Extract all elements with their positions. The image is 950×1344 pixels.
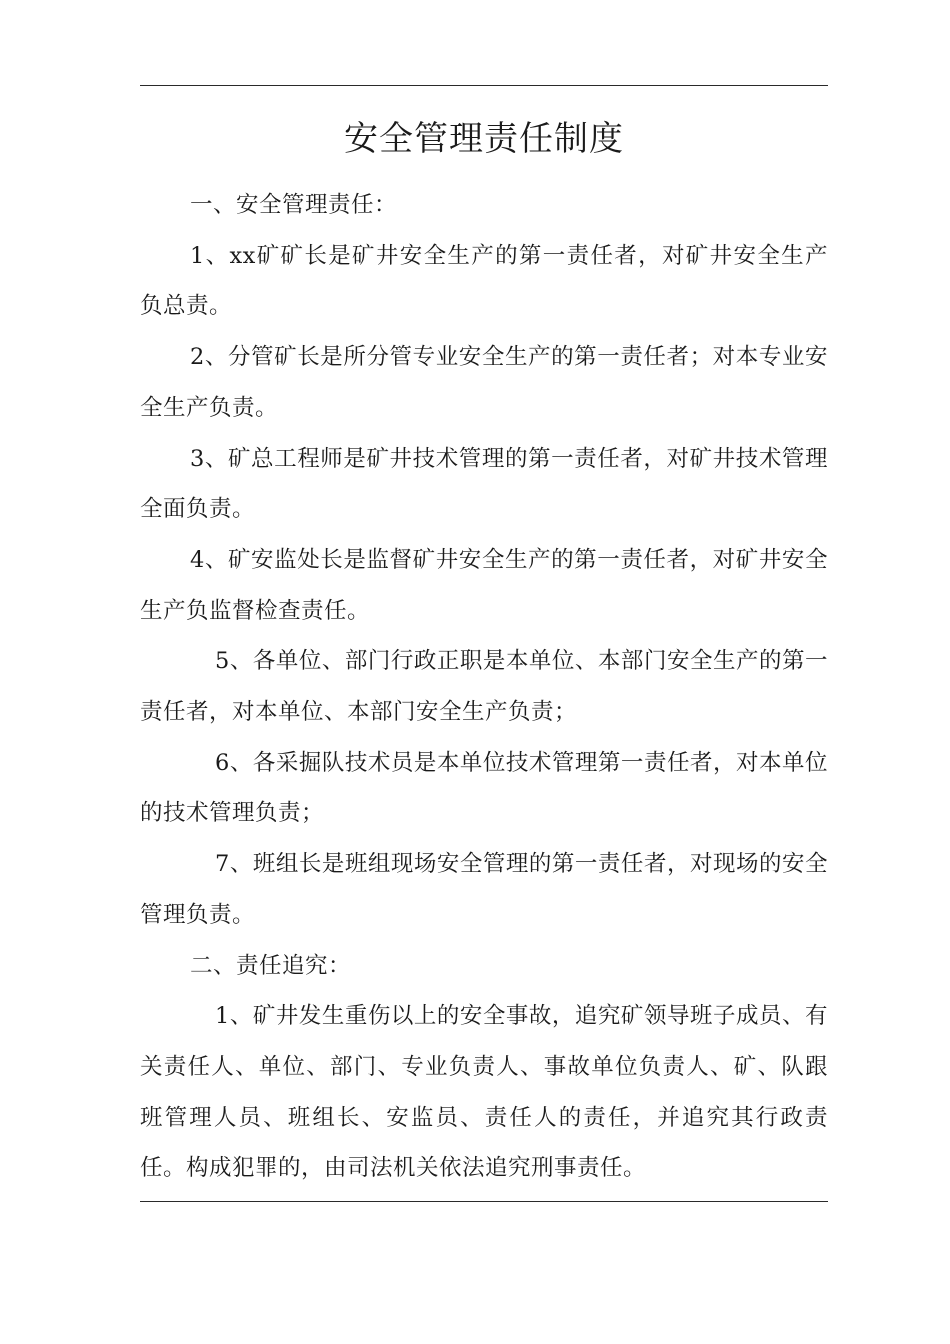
paragraph-accountability-1: 1、矿井发生重伤以上的安全事故，追究矿领导班子成员、有关责任人、单位、部门、专业负责人、事故单位负责人、矿、队跟班管理人员、班组长、安监员、责任人的责任，并追究其行政责任。构成犯罪的，由司法机关依法追究刑事责任。 <box>140 1003 828 1182</box>
paragraph-3: 3、矿总工程师是矿井技术管理的第一责任者，对矿井技术管理全面负责。 <box>140 445 828 523</box>
page-title: 安全管理责任制度 <box>344 119 624 159</box>
document-body <box>140 180 828 1194</box>
paragraph-5: 5、各单位、部门行政正职是本单位、本部门安全生产的第一责任者，对本单位、本部门安全生产负责； <box>140 648 828 726</box>
paragraph-2: 2、分管矿长是所分管专业安全生产的第一责任者；对本专业安全生产负责。 <box>140 344 828 421</box>
section-heading-accountability: 二、责任追究： <box>190 952 352 979</box>
section-heading-responsibility: 一、安全管理责任： <box>190 192 398 218</box>
paragraph-7: 7、班组长是班组现场安全管理的第一责任者，对现场的安全管理负责。 <box>140 851 828 928</box>
header-rule <box>140 85 828 86</box>
footer-rule <box>140 1201 828 1202</box>
paragraph-4: 4、矿安监处长是监督矿井安全生产的第一责任者，对矿井安全生产负监督检查责任。 <box>140 546 828 624</box>
paragraph-6: 6、各采掘队技术员是本单位技术管理第一责任者，对本单位的技术管理负责； <box>140 749 828 827</box>
paragraph-1: 1、xx矿矿长是矿井安全生产的第一责任者，对矿井安全生产负总责。 <box>140 242 828 320</box>
